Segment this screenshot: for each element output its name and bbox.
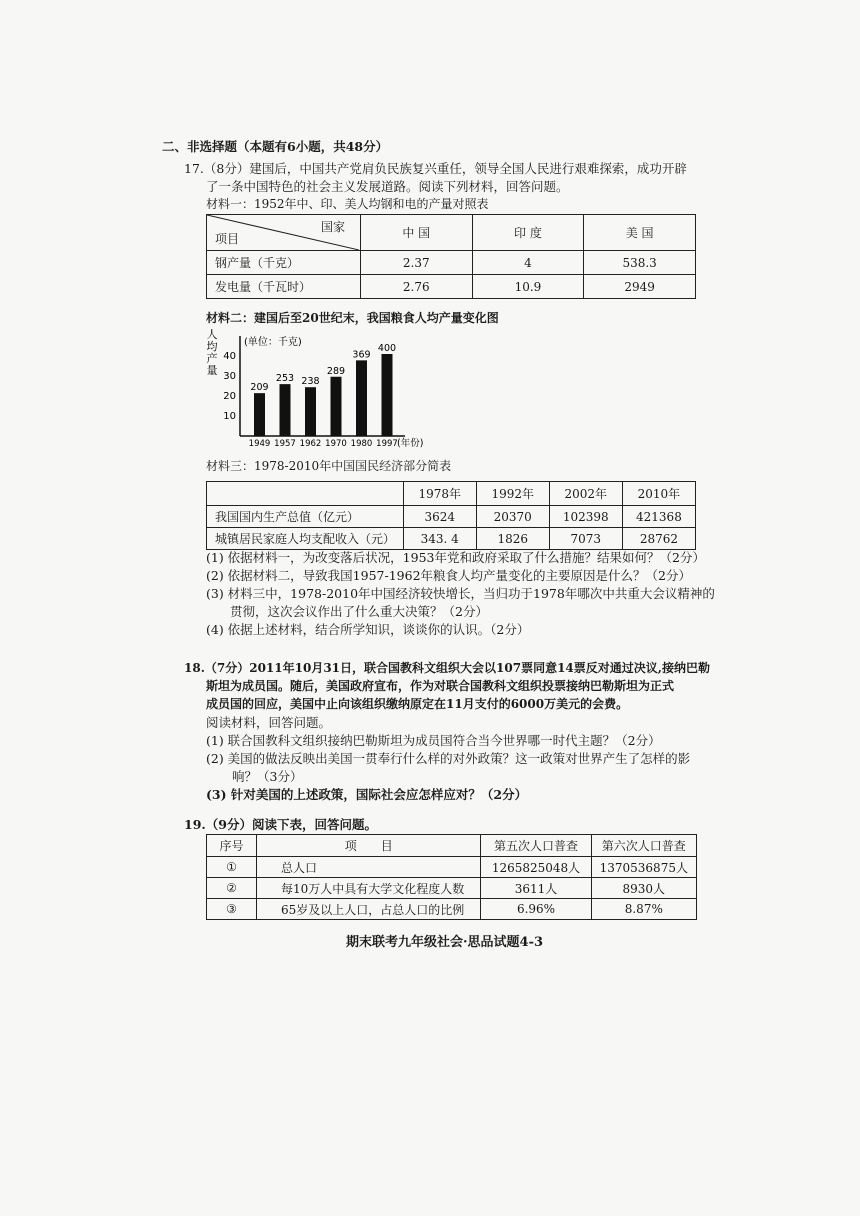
- row-label: 钢产量（千克）: [207, 251, 361, 275]
- m1-col-header: 中 国: [360, 215, 472, 251]
- section-header: 二、非选择题（本题有6小题，共48分）: [162, 139, 389, 154]
- table-cell: 1370536875人: [591, 857, 696, 878]
- table-cell: 8930人: [591, 878, 696, 899]
- x-tick-label: 1962: [299, 439, 322, 449]
- bar: [331, 377, 342, 436]
- unit-label: (单位：千克): [244, 337, 302, 348]
- chart-svg: [200, 328, 450, 454]
- material3-table: [206, 481, 696, 550]
- row-item: 65岁及以上人口，占总人口的比例: [257, 899, 481, 920]
- q17-subq4: (4) 依据上述材料，结合所学知识，谈谈你的认识。（2分）: [206, 622, 530, 637]
- q18-line1: 18.（7分）2011年10月31日，联合国教科文组织大会以107票同意14票反对通过决议,接纳巴勒: [184, 661, 710, 675]
- row-label: 发电量（千瓦时）: [207, 275, 361, 299]
- m1-col-header: 印 度: [472, 215, 584, 251]
- bar-value-label: 238: [301, 376, 320, 388]
- table-cell: 2949: [584, 275, 696, 299]
- q18-subq1: (1) 联合国教科文组织接纳巴勒斯坦为成员国符合当今世界哪一时代主题？（2分）: [206, 733, 661, 748]
- table-cell: 6.96%: [481, 899, 591, 920]
- bar-value-label: 369: [352, 349, 371, 361]
- table-row: [207, 506, 696, 528]
- corner-bottom-label: 项目: [215, 232, 240, 246]
- q17-stem-line2: 了一条中国特色的社会主义发展道路。阅读下列材料，回答问题。: [206, 179, 569, 194]
- q18-line3: 成员国的回应，美国中止向该组织缴纳原定在11月支付的6000万美元的会费。: [206, 697, 629, 711]
- y-axis-label-char: 产: [206, 352, 218, 365]
- corner-top-label: 国家: [320, 220, 345, 234]
- table-cell: 10.9: [472, 275, 584, 299]
- bar-value-label: 289: [326, 365, 346, 377]
- table-cell: 343. 4: [403, 528, 476, 550]
- m3-col-header: 1978年: [403, 482, 476, 506]
- bar-value-label: 253: [275, 373, 295, 385]
- y-axis-label-char: 量: [206, 364, 218, 377]
- table-row: [207, 251, 696, 275]
- y-axis-label-char: 均: [206, 340, 218, 353]
- x-tick-label: 1949: [248, 439, 271, 449]
- bar: [356, 360, 367, 436]
- table-row: [207, 857, 697, 878]
- table-cell: 8.87%: [591, 899, 696, 920]
- y-tick-label: 20: [223, 391, 236, 402]
- material1-title: 材料一：1952年中、印、美人均钢和电的产量对照表: [206, 197, 489, 211]
- row-item: 总人口: [257, 857, 481, 878]
- table-cell: 4: [472, 251, 584, 275]
- table-row: [207, 528, 696, 550]
- y-tick-label: 10: [223, 411, 236, 422]
- row-number: ②: [207, 878, 257, 899]
- x-axis-label: (年份): [397, 438, 424, 449]
- table-cell: 3611人: [481, 878, 591, 899]
- m3-corner-cell: [207, 482, 404, 506]
- table-cell: 2.37: [360, 251, 472, 275]
- q18-line2: 斯坦为成员国。随后，美国政府宣布，作为对联合国教科文组织投票接纳巴勒斯坦为正式: [206, 679, 675, 693]
- material1-table: [206, 214, 696, 299]
- bar: [280, 384, 291, 436]
- q17-stem-line1: 17.（8分）建国后，中国共产党肩负民族复兴重任，领导全国人民进行艰难探索，成功开辟: [184, 161, 687, 176]
- bar: [382, 354, 393, 436]
- m3-col-header: 2002年: [549, 482, 622, 506]
- row-item: 每10万人中具有大学文化程度人数: [257, 878, 481, 899]
- table-cell: 3624: [403, 506, 476, 528]
- q19-header: 第六次人口普查: [591, 835, 696, 857]
- table-cell: 2.76: [360, 275, 472, 299]
- q19-stem: 19.（9分）阅读下表，回答问题。: [184, 817, 377, 832]
- x-tick-label: 1980: [350, 439, 373, 449]
- bar-value-label: 400: [377, 343, 397, 354]
- page-footer: 期末联考九年级社会·思品试题4-3: [346, 935, 544, 950]
- row-label: 城镇居民家庭人均支配收入（元）: [207, 528, 404, 550]
- grain-chart: [200, 328, 450, 454]
- m1-col-header: 美 国: [584, 215, 696, 251]
- bar-value-label: 209: [250, 382, 269, 394]
- m3-col-header: 2010年: [622, 482, 695, 506]
- table-cell: 7073: [549, 528, 622, 550]
- x-tick-label: 1997: [376, 439, 398, 449]
- corner-cell: [207, 215, 361, 251]
- table-cell: 1826: [476, 528, 549, 550]
- row-number: ①: [207, 857, 257, 878]
- table-row: [207, 899, 697, 920]
- q18-subq3: (3) 针对美国的上述政策，国际社会应怎样应对？（2分）: [206, 787, 528, 802]
- material2-title: 材料二：建国后至20世纪末，我国粮食人均产量变化图: [206, 311, 499, 325]
- q19-table: [206, 834, 697, 920]
- material3-title: 材料三：1978-2010年中国国民经济部分简表: [206, 459, 452, 473]
- table-cell: 28762: [622, 528, 695, 550]
- table-row: [207, 878, 697, 899]
- row-number: ③: [207, 899, 257, 920]
- y-tick-label: 40: [223, 351, 236, 362]
- q18-subq2-line2: 响？（3分）: [232, 769, 303, 784]
- q17-subq3-line1: (3) 材料三中，1978-2010年中国经济较快增长，当归功于1978年哪次中共重大会议精神的: [206, 586, 715, 601]
- x-tick-label: 1957: [274, 439, 296, 449]
- q18-line4: 阅读材料，回答问题。: [206, 715, 332, 730]
- bar: [305, 387, 316, 436]
- y-tick-label: 30: [223, 371, 236, 382]
- q17-subq2: (2) 依据材料二，导致我国1957-1962年粮食人均产量变化的主要原因是什么？（2分）: [206, 568, 691, 583]
- y-axis-label-char: 人: [206, 328, 218, 341]
- x-tick-label: 1970: [325, 439, 347, 449]
- table-cell: 102398: [549, 506, 622, 528]
- q17-subq1: (1) 依据材料一，为改变落后状况，1953年党和政府采取了什么措施？结果如何？（2分）: [206, 550, 705, 565]
- q17-subq3-line2: 贯彻，这次会议作出了什么重大决策？（2分）: [230, 604, 488, 619]
- q19-header: 项 目: [257, 835, 481, 857]
- table-cell: 20370: [476, 506, 549, 528]
- table-cell: 538.3: [584, 251, 696, 275]
- bar: [254, 393, 265, 436]
- q18-subq2-line1: (2) 美国的做法反映出美国一贯奉行什么样的对外政策？这一政策对世界产生了怎样的影: [206, 751, 691, 766]
- table-row: [207, 275, 696, 299]
- table-cell: 1265825048人: [481, 857, 591, 878]
- q19-header: 第五次人口普查: [481, 835, 591, 857]
- table-cell: 421368: [622, 506, 695, 528]
- row-label: 我国国内生产总值（亿元）: [207, 506, 404, 528]
- m3-col-header: 1992年: [476, 482, 549, 506]
- q19-header: 序号: [207, 835, 257, 857]
